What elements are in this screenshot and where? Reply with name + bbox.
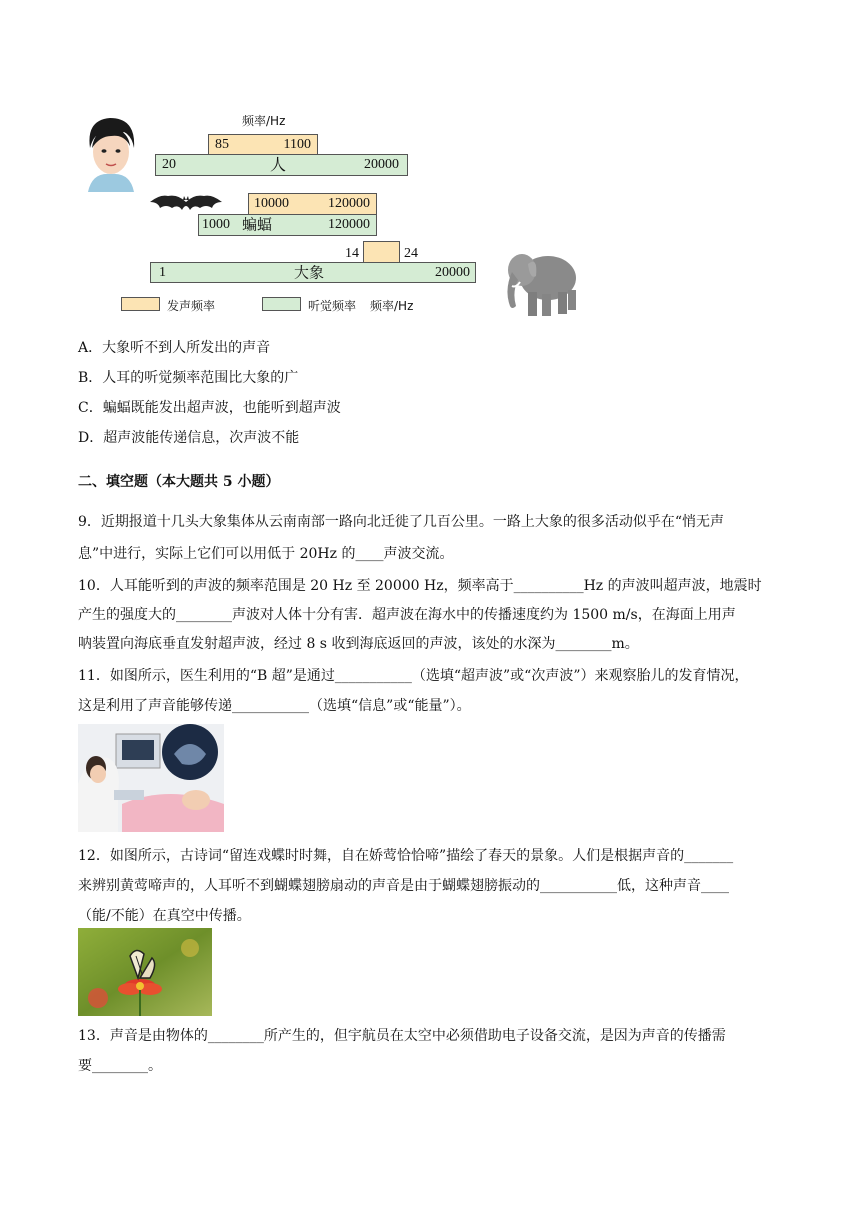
- human-emit-high: 1100: [283, 136, 311, 152]
- human-hear-low: 20: [162, 157, 176, 172]
- q11-line2: 这是利用了声音能够传递___________（选填“信息”或“能量”）。: [78, 698, 471, 714]
- q12-line2: 来辨别黄莺啼声的，人耳听不到蝴蝶翅膀扇动的声音是由于蝴蝶翅膀振动的___________低，这种声音____: [78, 878, 729, 894]
- bat-hear-bar: [198, 214, 377, 236]
- option-d: D．超声波能传递信息，次声波不能: [78, 430, 300, 446]
- human-head-image: [80, 114, 142, 192]
- section-heading: 二、填空题（本大题共 5 小题）: [78, 474, 280, 490]
- human-emit-bar: [208, 134, 318, 155]
- option-a: A．大象听不到人所发出的声音: [78, 340, 271, 356]
- bat-emit-high: 120000: [328, 196, 370, 211]
- q11-line1: 11．如图所示，医生利用的“B 超”是通过___________（选填“超声波”或“次声波”）来观察胎儿的发育情况，: [78, 668, 749, 684]
- legend-hear-label: 听觉频率: [308, 299, 357, 313]
- bat-emit-bar: [248, 193, 377, 215]
- human-label: 人: [270, 155, 287, 174]
- legend-emit-label: 发声频率: [167, 299, 216, 313]
- bat-emit-low: 10000: [254, 196, 289, 211]
- bat-label: 蝙蝠: [242, 215, 273, 234]
- q12-line3: （能/不能）在真空中传播。: [78, 908, 251, 924]
- q10-line3: 呐装置向海底垂直发射超声波，经过 8 s 收到海底返回的声波，该处的水深为________m。: [78, 636, 639, 652]
- elephant-emit-bar: [363, 241, 400, 263]
- q12-line1: 12．如图所示，古诗词“留连戏蝶时时舞，自在娇莺恰恰啼”描绘了春天的景象。人们是根据声音的_______: [78, 848, 734, 864]
- option-b: B．人耳的听觉频率范围比大象的广: [78, 370, 299, 386]
- human-emit-low: 85: [215, 136, 229, 152]
- top-frequency-label: 频率/Hz: [242, 114, 286, 128]
- elephant-label: 大象: [294, 263, 325, 281]
- legend-emit-swatch: [121, 297, 160, 311]
- frequency-range-diagram: [78, 110, 588, 325]
- q13-line1: 13．声音是由物体的________所产生的，但宇航员在太空中必须借助电子设备交流，是因为声音的传播需: [78, 1028, 726, 1044]
- legend-hear-swatch: [262, 297, 301, 311]
- elephant-emit-high: 24: [404, 246, 418, 261]
- bat-hear-high: 120000: [328, 217, 370, 232]
- q10-line1: 10．人耳能听到的声波的频率范围是 20 Hz 至 20000 Hz，频率高于__________Hz 的声波叫超声波，地震时: [78, 578, 762, 594]
- elephant-hear-low: 1: [159, 264, 166, 280]
- bat-hear-low: 1000: [202, 217, 230, 232]
- ultrasound-photo: [78, 724, 224, 832]
- human-hear-high: 20000: [364, 157, 399, 172]
- legend-unit-label: 频率/Hz: [370, 299, 414, 313]
- option-c: C．蝙蝠既能发出超声波，也能听到超声波: [78, 400, 341, 416]
- human-hear-bar: [155, 154, 408, 176]
- butterfly-photo: [78, 928, 212, 1016]
- elephant-hear-bar: [150, 262, 476, 283]
- q13-line2: 要________。: [78, 1058, 162, 1074]
- q9-line2: 息”中进行，实际上它们可以用低于 20Hz 的____声波交流。: [78, 546, 454, 562]
- q10-line2: 产生的强度大的________声波对人体十分有害．超声波在海水中的传播速度约为 1500 m/s，在海面上用声: [78, 607, 736, 623]
- elephant-emit-low: 14: [345, 246, 359, 261]
- q9-line1: 9．近期报道十几头大象集体从云南南部一路向北迁徙了几百公里。一路上大象的很多活动似乎在“悄无声: [78, 514, 725, 530]
- elephant-hear-high: 20000: [435, 264, 470, 280]
- elephant-image: [498, 242, 582, 322]
